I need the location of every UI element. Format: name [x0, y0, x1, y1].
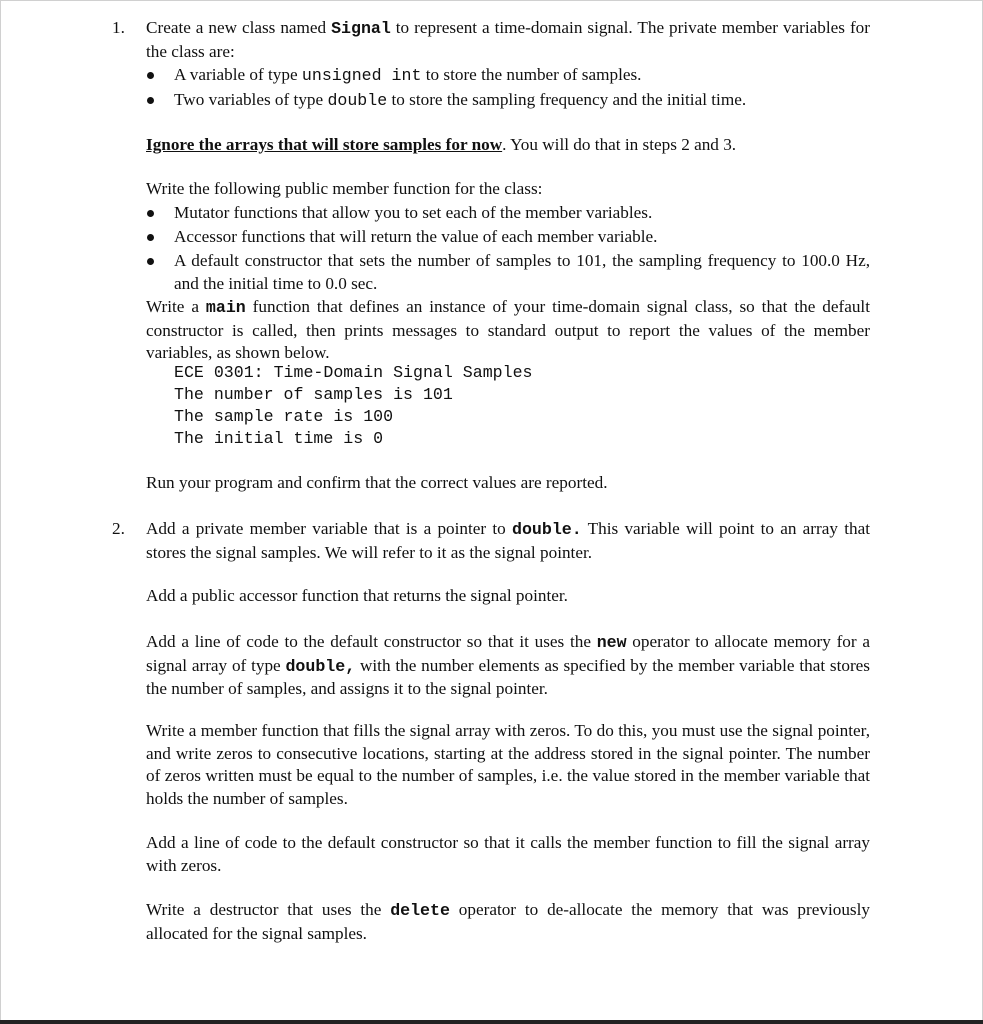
item-2-p1-text-2: This variable will point to an array that stores the signal samples. We will refer to it as the signal pointer. — [146, 519, 870, 562]
member-bullet-2-text-1: Two variables of type — [174, 90, 328, 109]
ignore-arrays-note — [146, 134, 870, 157]
item-2-p3-text-1: Add a line of code to the default constructor so that it uses the — [146, 632, 597, 651]
double-keyword: double, — [285, 656, 356, 676]
main-para-text-1: Write a — [146, 297, 206, 316]
item-2-paragraph-6 — [146, 899, 870, 945]
bottom-divider — [0, 1020, 983, 1024]
item-1-number: 1. — [112, 18, 125, 37]
main-function-paragraph — [146, 296, 870, 365]
function-bullet-1-text: Mutator functions that allow you to set each of the member variables. — [174, 203, 653, 222]
item-1-intro-text-1: Create a new class named — [146, 18, 332, 37]
item-2-paragraph-4: Write a member function that fills the signal array with zeros. To do this, you must use the signal pointer, and write zeros to consecutive locations, starting at the address stored in the signal pointer. The number of zeros written must be equal to the number of samples, i.e. the value stored in the member variable that holds the number of samples. — [146, 721, 870, 808]
functions-intro: Write the following public member function for the class: — [146, 179, 543, 198]
ignore-arrays-emphasis: Ignore the arrays that will store samples for now — [146, 135, 503, 154]
main-keyword: main — [205, 298, 246, 317]
item-2-paragraph-3 — [146, 631, 870, 701]
member-bullet-2 — [146, 89, 870, 113]
member-bullet-1-code: unsigned int — [301, 66, 422, 85]
item-2-paragraph-2: Add a public accessor function that returns the signal pointer. — [146, 586, 568, 605]
member-bullet-1-text-2: to store the number of samples. — [421, 65, 642, 84]
item-2-paragraph-5: Add a line of code to the default constructor so that it calls the member function to fill the signal array with zeros. — [146, 833, 870, 875]
item-2-number: 2. — [112, 519, 125, 538]
member-bullet-1 — [146, 64, 870, 88]
item-2-p6-text-2: operator to de-allocate the memory that was previously allocated for the signal samples. — [146, 900, 870, 943]
function-bullet-1 — [146, 202, 870, 225]
item-2-p1-text-1: Add a private member variable that is a pointer to — [146, 519, 512, 538]
item-1-intro — [146, 17, 870, 63]
output-line-4: The initial time is 0 — [174, 429, 384, 448]
output-line-2: The number of samples is 101 — [174, 385, 453, 404]
function-bullet-3-text: A default constructor that sets the number of samples to 101, the sampling frequency to 100.0 Hz, and the initial time to 0.0 sec. — [174, 251, 870, 293]
function-bullet-2-text: Accessor functions that will return the value of each member variable. — [174, 227, 658, 246]
item-2-p6-text-1: Write a destructor that uses the — [146, 900, 391, 919]
member-bullet-1-text-1: A variable of type — [174, 65, 302, 84]
function-bullet-3 — [146, 250, 870, 295]
run-program-note: Run your program and confirm that the correct values are reported. — [146, 473, 608, 492]
output-line-1: ECE 0301: Time-Domain Signal Samples — [174, 363, 533, 382]
member-bullet-2-code: double — [327, 91, 388, 110]
item-2-p3-text-3: with the number elements as specified by the member variable that stores the number of samples, and assigns it to the signal pointer. — [146, 655, 870, 698]
item-1-intro-text-2: to represent a time-domain signal. The private member variables for the class are: — [146, 18, 870, 61]
member-bullet-2-text-2: to store the sampling frequency and the initial time. — [387, 90, 747, 109]
new-keyword: new — [596, 633, 627, 652]
item-2-p1-code: double. — [511, 520, 582, 539]
item-1-class-name: Signal — [331, 19, 391, 38]
expected-output-block — [174, 362, 532, 450]
item-2-paragraph-1 — [146, 518, 870, 564]
main-para-text-2: function that defines an instance of your time-domain signal class, so that the default constructor is called, then prints messages to standard output to report the values of the member variables, as shown below. — [146, 297, 870, 362]
item-2-p3-text-2: operator to allocate memory for a signal array of type — [146, 632, 870, 675]
function-bullet-2 — [146, 226, 870, 249]
ignore-arrays-rest: . You will do that in steps 2 and 3. — [502, 135, 737, 154]
delete-keyword: delete — [390, 901, 450, 920]
output-line-3: The sample rate is 100 — [174, 407, 394, 426]
